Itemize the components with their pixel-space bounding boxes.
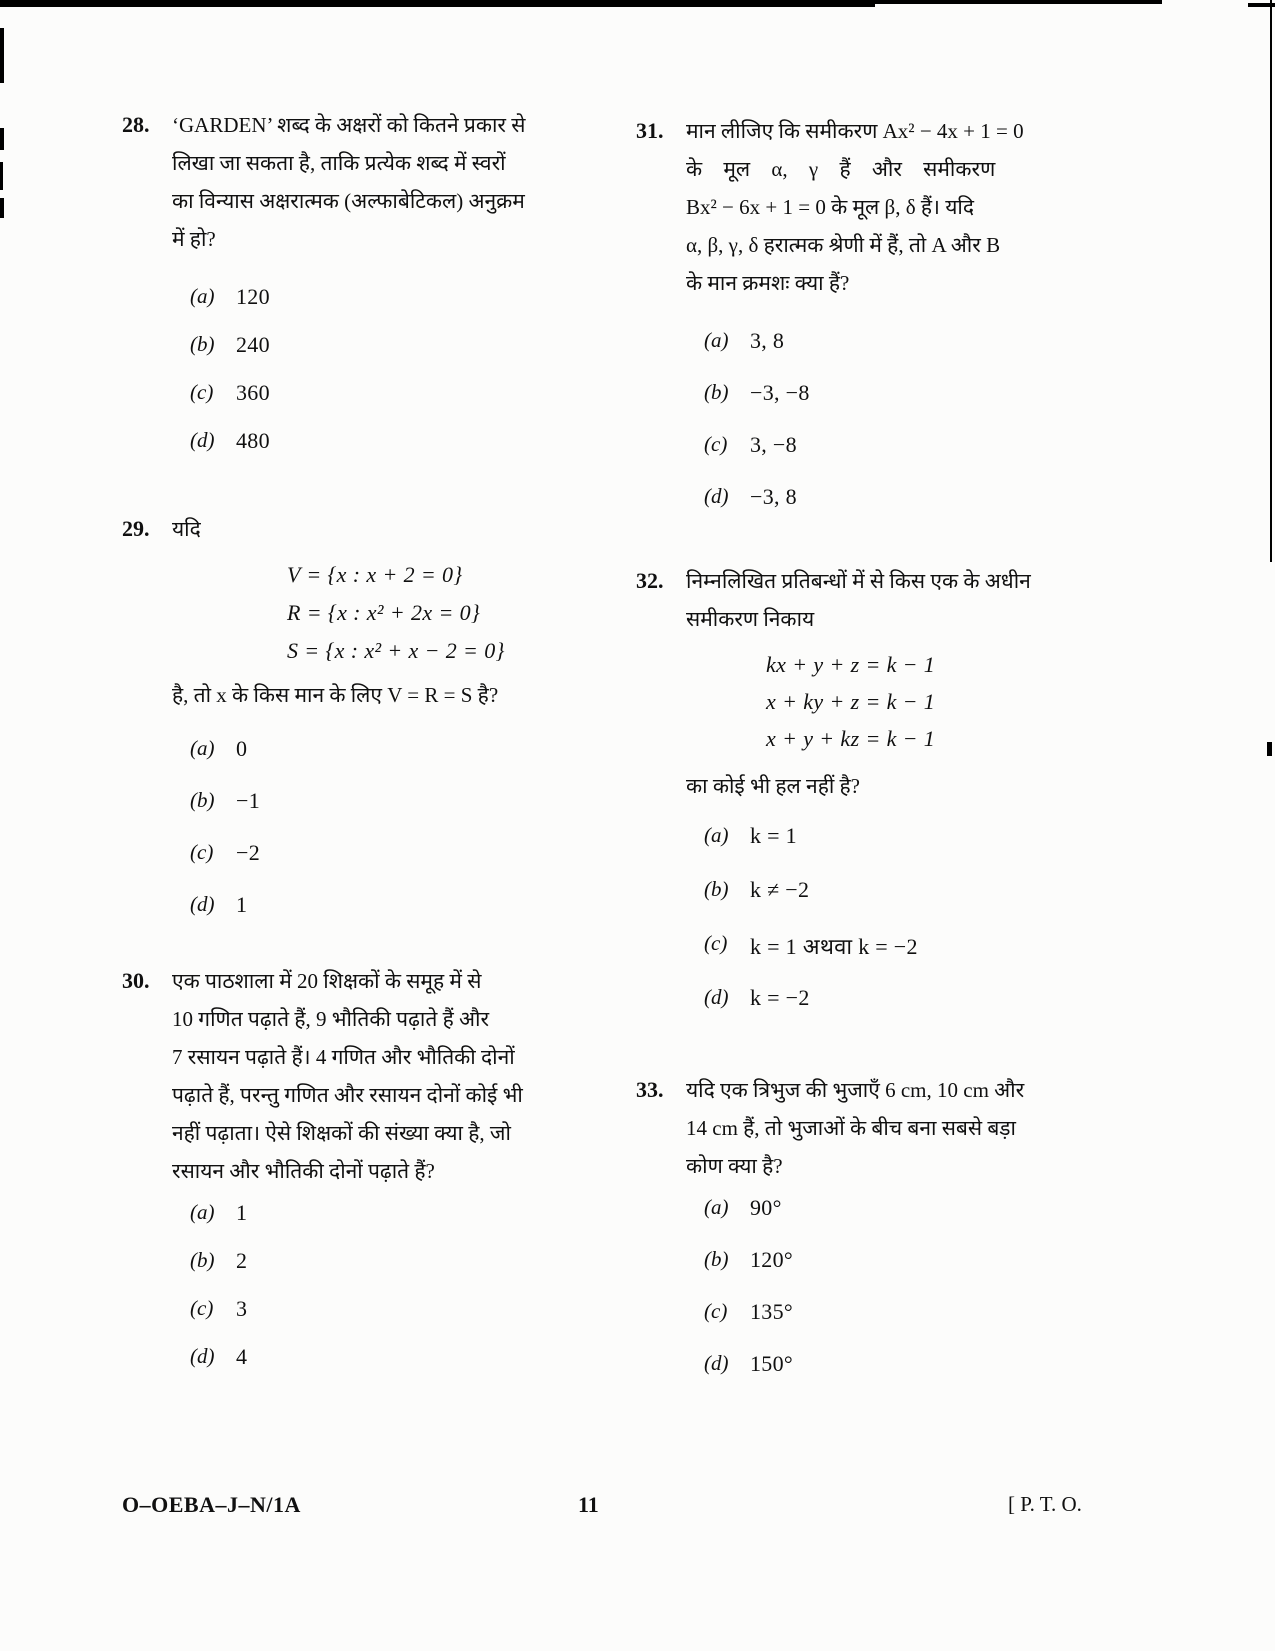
option-letter: (b) <box>190 1248 215 1272</box>
options-list <box>704 1195 1136 1381</box>
option-value: 120° <box>750 1247 793 1272</box>
question-text-line: निम्नलिखित प्रतिबन्धों में से किस एक के अधीन <box>686 569 1031 593</box>
right-column <box>636 112 1136 1403</box>
question-text-line: का विन्यास अक्षरात्मक (अल्फाबेटिकल) अनुक्रम <box>172 189 525 213</box>
question-30-head <box>122 962 602 1190</box>
option-value: 3 <box>236 1296 248 1321</box>
question-closing-line: का कोई भी हल नहीं है? <box>686 774 861 798</box>
question-text-line: के मूल α, γ हैं और समीकरण <box>686 157 996 181</box>
question-29 <box>122 510 602 922</box>
option-value: k = 1 <box>750 823 797 848</box>
question-number: 29. <box>122 516 150 541</box>
question-text-line: के मान क्रमशः क्या हैं? <box>686 271 850 295</box>
question-text-line: 7 रसायन पढ़ाते हैं। 4 गणित और भौतिकी दोनों <box>172 1045 515 1069</box>
question-text-line: एक पाठशाला में 20 शिक्षकों के समूह में से <box>172 969 482 993</box>
scan-artifact-left-edge <box>0 198 4 218</box>
option-letter: (a) <box>704 328 729 352</box>
option-row <box>704 931 1136 961</box>
option-row <box>704 1299 1136 1329</box>
option-letter: (b) <box>704 877 729 901</box>
question-text-line: 14 cm हैं, तो भुजाओं के बीच बना सबसे बड़ा <box>686 1116 1016 1140</box>
scan-artifact-top-line <box>875 0 1162 4</box>
option-value: 480 <box>236 428 270 453</box>
option-letter: (d) <box>190 892 215 916</box>
page-number: 11 <box>578 1492 599 1517</box>
option-value: 1 <box>236 1200 248 1225</box>
options-list <box>190 1200 602 1374</box>
question-text <box>686 112 1136 302</box>
option-value: 360 <box>236 380 270 405</box>
options-list <box>704 823 1136 1015</box>
equation-block <box>287 556 602 670</box>
scan-artifact-left-edge <box>0 162 3 190</box>
options-list <box>190 736 602 922</box>
option-value: k ≠ −2 <box>750 877 810 902</box>
question-31 <box>636 112 1136 514</box>
equation-line: S = {x : x² + x − 2 = 0} <box>287 638 505 663</box>
option-value: 150° <box>750 1351 793 1376</box>
question-28 <box>122 106 602 458</box>
option-row <box>704 380 1136 410</box>
question-text-line: मान लीजिए कि समीकरण Ax² − 4x + 1 = 0 <box>686 119 1024 143</box>
option-letter: (c) <box>704 931 728 955</box>
option-row <box>704 1351 1136 1381</box>
option-letter: (d) <box>704 985 729 1009</box>
question-text-line: Bx² − 6x + 1 = 0 के मूल β, δ हैं। यदि <box>686 195 974 219</box>
scan-artifact-right-line <box>1270 0 1272 562</box>
question-closing-line: है, तो x के किस मान के लिए V = R = S है? <box>172 683 499 707</box>
option-row <box>704 328 1136 358</box>
option-letter: (c) <box>704 1299 728 1323</box>
option-value: 240 <box>236 332 270 357</box>
question-30 <box>122 962 602 1374</box>
option-row <box>704 1195 1136 1225</box>
question-28-head <box>122 106 602 258</box>
option-value: 135° <box>750 1299 793 1324</box>
option-value: 3, 8 <box>750 328 785 353</box>
question-text <box>686 562 1136 638</box>
footer-booklet-code: O–OEBA–J–N/1A <box>122 1492 301 1517</box>
option-letter: (c) <box>190 380 214 404</box>
question-text-line: नहीं पढ़ाता। ऐसे शिक्षकों की संख्या क्या है, जो <box>172 1121 511 1145</box>
equation-line: V = {x : x + 2 = 0} <box>287 562 463 587</box>
option-row <box>704 823 1136 853</box>
option-row <box>190 736 602 766</box>
option-value: 2 <box>236 1248 248 1273</box>
option-value: 0 <box>236 736 248 761</box>
option-row <box>704 985 1136 1015</box>
option-letter: (d) <box>190 1344 215 1368</box>
question-text-line: समीकरण निकाय <box>686 607 815 631</box>
option-value: 90° <box>750 1195 782 1220</box>
option-value: −3, −8 <box>750 380 810 405</box>
equation-line: x + y + kz = k − 1 <box>766 726 936 751</box>
question-33-head <box>636 1071 1136 1185</box>
option-row <box>190 332 602 362</box>
option-row <box>704 877 1136 907</box>
option-letter: (d) <box>190 428 215 452</box>
question-number: 30. <box>122 968 150 993</box>
question-32 <box>636 562 1136 1015</box>
option-letter: (c) <box>704 432 728 456</box>
question-text-line: ‘GARDEN’ शब्द के अक्षरों को कितने प्रकार से <box>172 113 526 137</box>
equation-line: kx + y + z = k − 1 <box>766 652 936 677</box>
option-letter: (c) <box>190 840 214 864</box>
left-column <box>122 106 602 1392</box>
question-text <box>172 106 602 258</box>
option-value: 4 <box>236 1344 248 1369</box>
option-row <box>190 428 602 458</box>
question-number: 31. <box>636 118 664 143</box>
option-row <box>190 892 602 922</box>
option-row <box>190 1344 602 1374</box>
option-letter: (c) <box>190 1296 214 1320</box>
question-31-head <box>636 112 1136 302</box>
option-value: 1 <box>236 892 248 917</box>
scan-artifact-right-mark <box>1267 742 1272 756</box>
option-letter: (a) <box>704 1195 729 1219</box>
pto-label: [ P. T. O. <box>1008 1492 1082 1516</box>
question-number: 28. <box>122 112 150 137</box>
option-row <box>704 484 1136 514</box>
option-letter: (b) <box>704 380 729 404</box>
option-letter: (a) <box>190 284 215 308</box>
option-value: k = −2 <box>750 985 810 1010</box>
option-letter: (a) <box>190 736 215 760</box>
option-letter: (d) <box>704 1351 729 1375</box>
scan-artifact-left-edge <box>0 28 4 83</box>
question-number: 33. <box>636 1077 664 1102</box>
options-list <box>704 328 1136 514</box>
option-value: −3, 8 <box>750 484 797 509</box>
option-letter: (b) <box>704 1247 729 1271</box>
option-row <box>704 432 1136 462</box>
question-text-line: कोण क्या है? <box>686 1154 783 1178</box>
question-text-line: पढ़ाते हैं, परन्तु गणित और रसायन दोनों कोई भी <box>172 1083 523 1107</box>
option-row <box>190 380 602 410</box>
equation-line: R = {x : x² + 2x = 0} <box>287 600 481 625</box>
option-value: 120 <box>236 284 270 309</box>
options-list <box>190 284 602 458</box>
option-row <box>190 1296 602 1326</box>
option-row <box>190 284 602 314</box>
option-value: k = 1 अथवा k = −2 <box>750 934 918 959</box>
question-text-line: लिखा जा सकता है, ताकि प्रत्येक शब्द में स्वरों <box>172 151 506 175</box>
option-value: 3, −8 <box>750 432 797 457</box>
option-value: −2 <box>236 840 261 865</box>
option-row <box>190 788 602 818</box>
question-text-line: α, β, γ, δ हरात्मक श्रेणी में हैं, तो A और B <box>686 233 1001 257</box>
equation-line: x + ky + z = k − 1 <box>766 689 936 714</box>
question-text-line: रसायन और भौतिकी दोनों पढ़ाते हैं? <box>172 1159 435 1183</box>
question-33 <box>636 1071 1136 1381</box>
question-text-line: यदि एक त्रिभुज की भुजाएँ 6 cm, 10 cm और <box>686 1078 1025 1102</box>
option-letter: (b) <box>190 332 215 356</box>
option-letter: (a) <box>704 823 729 847</box>
option-letter: (b) <box>190 788 215 812</box>
question-number: 32. <box>636 568 664 593</box>
scan-artifact-left-edge <box>0 128 4 150</box>
option-letter: (d) <box>704 484 729 508</box>
option-row <box>190 840 602 870</box>
option-row <box>190 1248 602 1278</box>
question-text-line: 10 गणित पढ़ाते हैं, 9 भौतिकी पढ़ाते हैं और <box>172 1007 490 1031</box>
question-32-head <box>636 562 1136 638</box>
question-text-line: यदि <box>172 517 201 541</box>
question-text <box>172 962 602 1190</box>
question-text-line: में हो? <box>172 227 216 251</box>
option-letter: (a) <box>190 1200 215 1224</box>
question-text <box>172 510 602 548</box>
option-value: −1 <box>236 788 261 813</box>
option-row <box>190 1200 602 1230</box>
equation-block <box>766 646 1136 757</box>
option-row <box>704 1247 1136 1277</box>
question-29-head <box>122 510 602 548</box>
question-text <box>686 1071 1136 1185</box>
scan-artifact-top-band <box>0 0 875 7</box>
